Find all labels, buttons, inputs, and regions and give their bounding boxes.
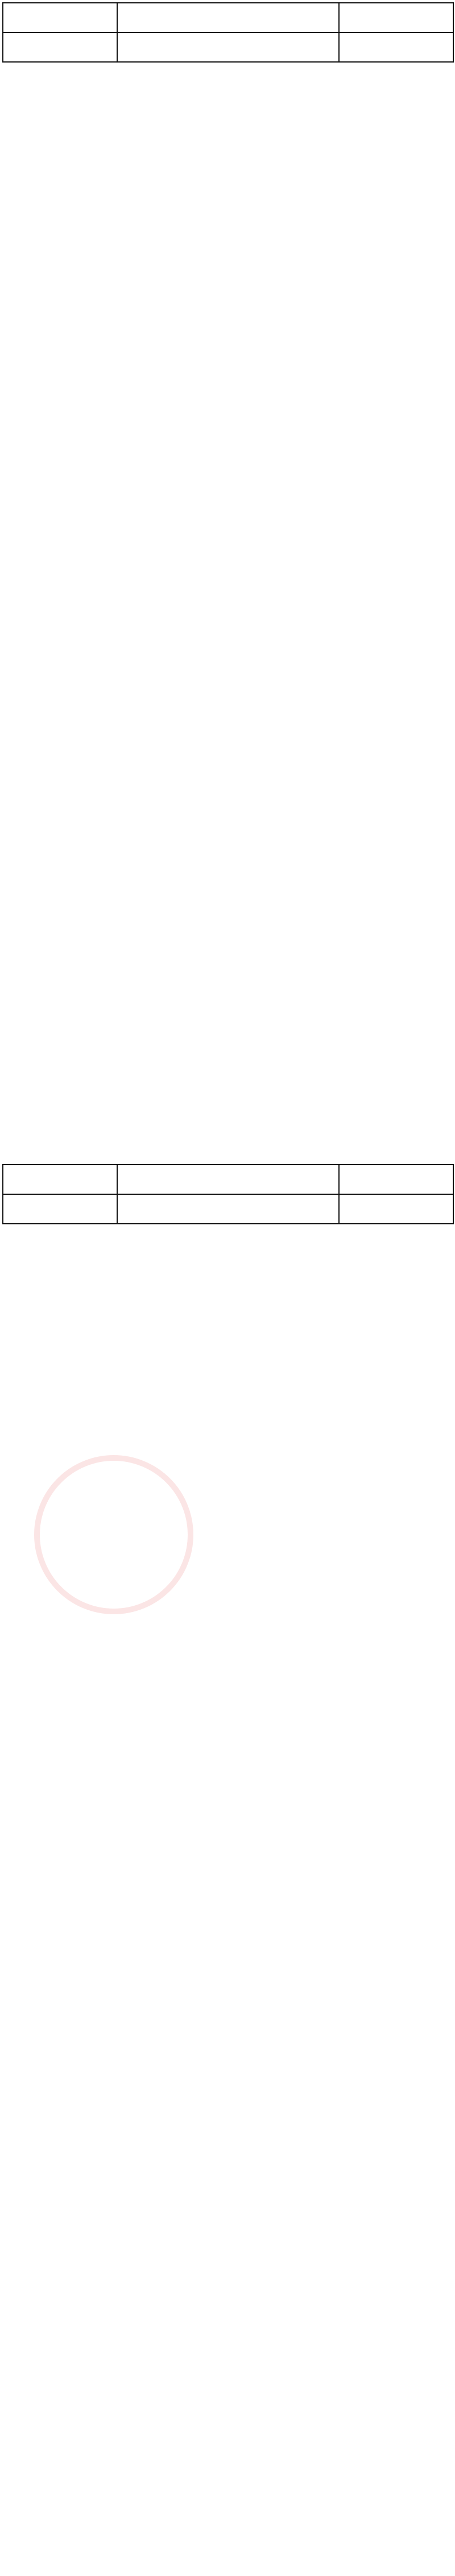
header-marks (340, 33, 453, 61)
header-time (3, 1195, 118, 1223)
header-type (118, 1195, 340, 1223)
watermark-seal-icon (34, 1455, 193, 1614)
objective-header (2, 2, 454, 63)
header-time (3, 33, 118, 61)
header-board (118, 3, 340, 32)
header-paper (340, 3, 453, 32)
header-marks (340, 1195, 453, 1223)
header-subject (3, 1165, 118, 1194)
header-paper (340, 1165, 453, 1194)
header-type (118, 33, 340, 61)
subjective-header (2, 1164, 454, 1224)
header-board (118, 1165, 340, 1194)
header-subject (3, 3, 118, 32)
